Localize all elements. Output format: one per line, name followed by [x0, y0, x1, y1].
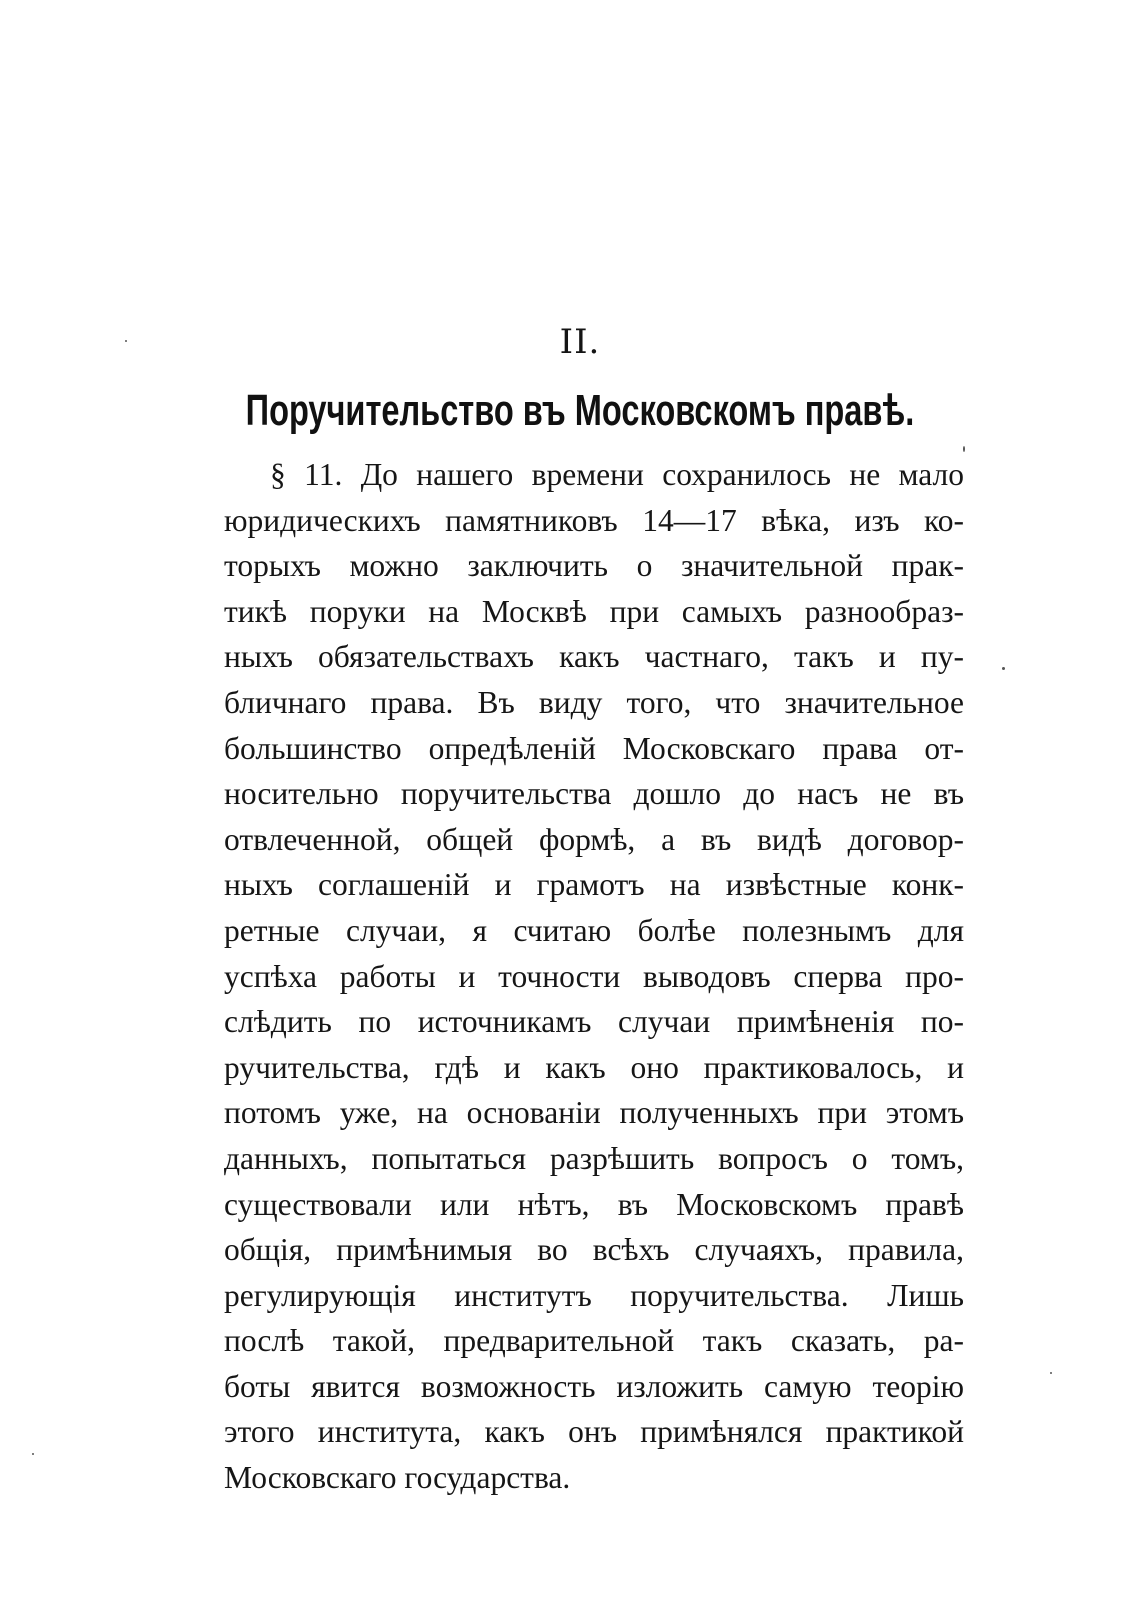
paragraph-line: юридическихъ памятниковъ 14—17 вѣка, изъ ко- [224, 502, 964, 538]
paragraph-line: регулирующія институтъ поручительства. Лишь [224, 1277, 964, 1313]
scan-speck [1002, 667, 1005, 670]
section-paragraph [224, 452, 964, 1501]
paragraph-line: бличнаго права. Въ виду того, что значительное [224, 684, 964, 720]
scan-speck [32, 1453, 34, 1455]
scan-speck [1050, 1372, 1052, 1374]
paragraph-line: послѣ такой, предварительной такъ сказать, ра- [224, 1323, 964, 1359]
scan-speck [125, 340, 127, 342]
paragraph-line: ретные случаи, я считаю болѣе полезнымъ для [224, 912, 964, 948]
paragraph-line: слѣдить по источникамъ случаи примѣненія по- [224, 1004, 964, 1040]
paragraph-line: потомъ уже, на основаніи полученныхъ при этомъ [224, 1095, 964, 1131]
paragraph-line: этого института, какъ онъ примѣнялся практикой [224, 1414, 964, 1450]
paragraph-line: § 11. До нашего времени сохранилось не мало [270, 457, 964, 492]
paragraph-line: успѣха работы и точности выводовъ сперва про- [224, 958, 964, 994]
scan-speck [963, 446, 965, 452]
paragraph-line: данныхъ, попытаться разрѣшить вопросъ о томъ, [224, 1140, 964, 1176]
paragraph-line: ныхъ соглашеній и грамотъ на извѣстные конк- [224, 867, 964, 903]
chapter-number: II. [559, 322, 601, 362]
paragraph-line: торыхъ можно заключить о значительной прак- [224, 548, 964, 584]
paragraph-line: Московскаго государства. [224, 1460, 571, 1496]
chapter-title: Поручительство въ Московскомъ правѣ. [245, 386, 915, 435]
paragraph-line: тикѣ поруки на Москвѣ при самыхъ разнообраз- [224, 593, 964, 629]
paragraph-line: общія, примѣнимыя во всѣхъ случаяхъ, правила, [224, 1232, 964, 1268]
paragraph-line: большинство опредѣленій Московскаго права от- [224, 730, 964, 766]
paragraph-line: носительно поручительства дошло до насъ не въ [224, 776, 964, 812]
paragraph-line: боты явится возможность изложить самую теорію [224, 1368, 964, 1404]
paragraph-line: существовали или нѣтъ, въ Московскомъ правѣ [224, 1186, 964, 1222]
paragraph-line: ручительства, гдѣ и какъ оно практиковалось, и [224, 1049, 964, 1085]
paragraph-line: ныхъ обязательствахъ какъ частнаго, такъ и пу- [224, 639, 964, 675]
paragraph-line: отвлеченной, общей формѣ, а въ видѣ договор- [224, 821, 964, 857]
